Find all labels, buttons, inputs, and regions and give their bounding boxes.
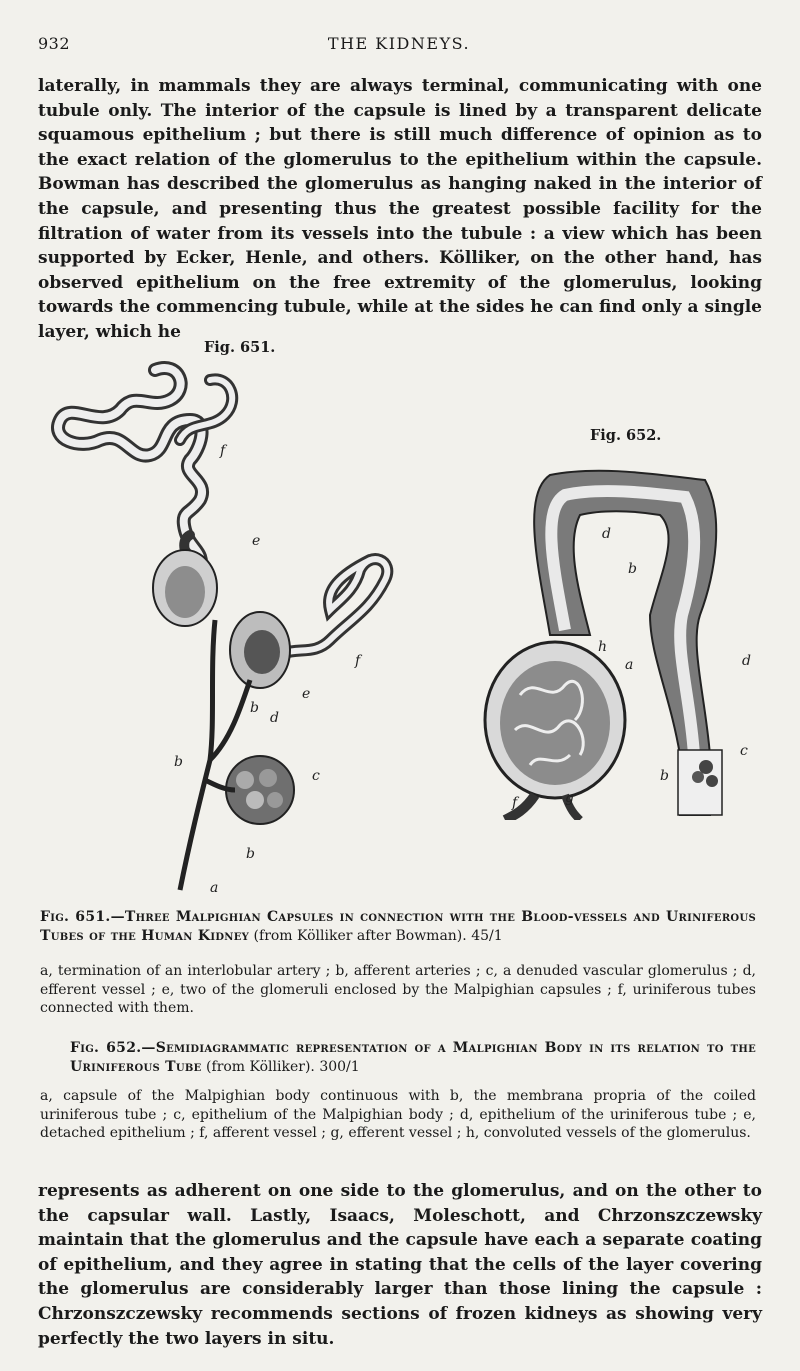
fig652-letter-d2: d [742,653,751,669]
fig651-caption-title: Fig. 651.—Three Malpighian Capsules in connection with the Blood-vessels and Uriniferous Tubes of the Human Kidney [40,909,756,944]
fig651-legend: a, termination of an interlobular artery ; b, afferent arteries ; c, a denuded vascular glomerulus ; d, efferent vessel ; e, two of the glomeruli enclosed by the Malpighian capsules ; f, uriniferous tubes connected with them. [40,963,756,1016]
fig651-letter-b1: b [250,700,259,716]
fig652-caption-title: Fig. 652.—Semidiagrammatic representation of a Malpighian Body in its relation to the Uriniferous Tube [70,1040,756,1075]
fig652-label: Fig. 652. [590,427,662,444]
fig652-letter-f: f [512,795,518,811]
fig651-magnification: 45/1 [471,927,503,944]
fig652-letter-h: h [598,639,608,655]
fig652-caption-source: (from Kölliker). [201,1058,320,1075]
fig652-letter-d1: d [602,526,611,542]
fig651-letter-a: a [210,880,219,896]
fig651-caption [40,908,756,945]
fig652-letter-b1: b [628,561,637,577]
fig652-illustration [480,455,770,820]
paragraph-bottom: represents as adherent on one side to the glomerulus, and on the other to the capsular wall. Lastly, Isaacs, Moleschott, and Chrzonszczewsky maintain that the glomerulus and the capsule have each a separate coating of epithelium, and they agree in stating that the cells of the layer covering the glomerulus are considerably larger than those lining the capsule : Chrzonszczewsky recommends sections of frozen kidneys as showing very perfectly the two layers in situ. [38,1181,762,1349]
fig651-letter-b2: b [174,754,183,770]
fig652-caption [70,1039,756,1076]
fig651-letter-d: d [270,710,279,726]
fig652-letter-c: c [740,743,748,759]
fig652-letter-g: g [565,790,574,806]
fig652-letter-b2: b [660,768,669,784]
fig651-label: Fig. 651. [204,339,276,356]
running-title: THE KIDNEYS. [327,34,471,53]
fig651-letter-e2: e [302,686,311,702]
fig652-legend: a, capsule of the Malpighian body continuous with b, the membrana propria of the coiled uriniferous tube ; c, epithelium of the Malpighian body ; d, epithelium of the uriniferous tube ; e, detached epithelium ; f, afferent vessel ; g, efferent vessel ; h, convoluted vessels of the glomerulus. [40,1088,756,1141]
fig652-magnification: 300/1 [319,1058,360,1075]
fig651-letter-b3: b [246,846,255,862]
fig651-letter-e1: e [252,533,261,549]
fig651-letter-f2: f [355,653,361,669]
fig652-letter-a: a [625,657,634,673]
fig651-illustration [40,360,410,900]
page-number: 932 [38,34,71,53]
running-head [38,34,760,58]
paragraph-top: laterally, in mammals they are always terminal, communicating with one tubule only. The interior of the capsule is lined by a transparent delicate squamous epithelium ; but there is still much difference of opinion as to the exact relation of the glomerulus to the epithelium within the capsule. Bowman has described the glomerulus as hanging naked in the interior of the capsule, and presenting thus the greatest possible facility for the filtration of water from its vessels into the tubule : a view which has been supported by Ecker, Henle, and others. Kölliker, on the other hand, has observed epithelium on the free extremity of the glomerulus, looking towards the commencing tubule, while at the sides he can find only a single layer, which he [38,76,762,342]
fig651-letter-f1: f [220,443,226,459]
fig651-caption-source: (from Kölliker after Bowman). [249,927,472,944]
fig651-letter-c: c [312,768,320,784]
